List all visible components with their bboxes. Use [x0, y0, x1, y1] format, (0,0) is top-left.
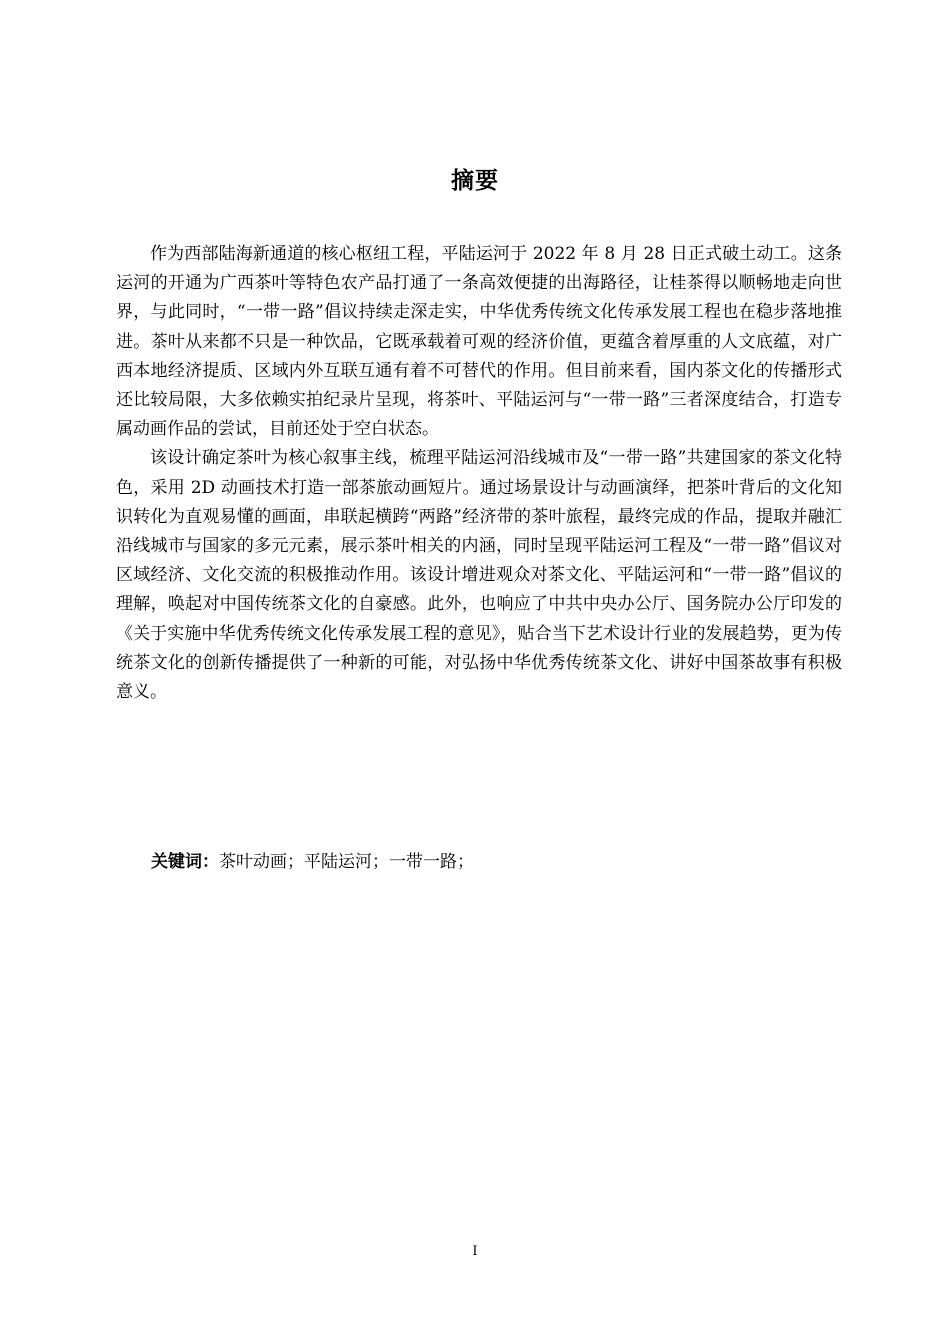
abstract-body [116, 240, 842, 707]
page-title: 摘要 [451, 168, 499, 194]
keywords-text: 茶叶动画；平陆运河；一带一路； [219, 852, 474, 872]
page-number: I [472, 1244, 478, 1259]
keywords-label: 关键词： [151, 852, 219, 872]
abstract-paragraph-2: 该设计确定茶叶为核心叙事主线，梳理平陆运河沿线城市及“一带一路”共建国家的茶文化特色，采用 2D 动画技术打造一部茶旅动画短片。通过场景设计与动画演绎，把茶叶背后的文化知识转化为直观易懂的画面，串联起横跨“两路”经济带的茶叶旅程，最终完成的作品，提取并融汇沿线城市与国家的多元元素，展示茶叶相关的内涵，同时呈现平陆运河工程及“一带一路”倡议对区域经济、文化交流的积极推动作用。该设计增进观众对茶文化、平陆运河和“一带一路”倡议的理解，唤起对中国传统茶文化的自豪感。此外，也响应了中共中央办公厅、国务院办公厅印发的《关于实施中华优秀传统文化传承发展工程的意见》，贴合当下艺术设计行业的发展趋势，更为传统茶文化的创新传播提供了一种新的可能，对弘扬中华优秀传统茶文化、讲好中国茶故事有积极意义。 [116, 448, 842, 703]
abstract-paragraph-1: 作为西部陆海新通道的核心枢纽工程，平陆运河于 2022 年 8 月 28 日正式破土动工。这条运河的开通为广西茶叶等特色农产品打通了一条高效便捷的出海路径，让桂茶得以顺畅地走向世界，与此同时，“一带一路”倡议持续走深走实，中华优秀传统文化传承发展工程也在稳步落地推进。茶叶从来都不只是一种饮品，它既承载着可观的经济价值，更蕴含着厚重的人文底蕴，对广西本地经济提质、区域内外互联互通有着不可替代的作用。但目前来看，国内茶文化的传播形式还比较局限，大多依赖实拍纪录片呈现，将茶叶、平陆运河与“一带一路”三者深度结合，打造专属动画作品的尝试，目前还处于空白状态。 [116, 244, 842, 440]
keywords-line [151, 848, 841, 877]
